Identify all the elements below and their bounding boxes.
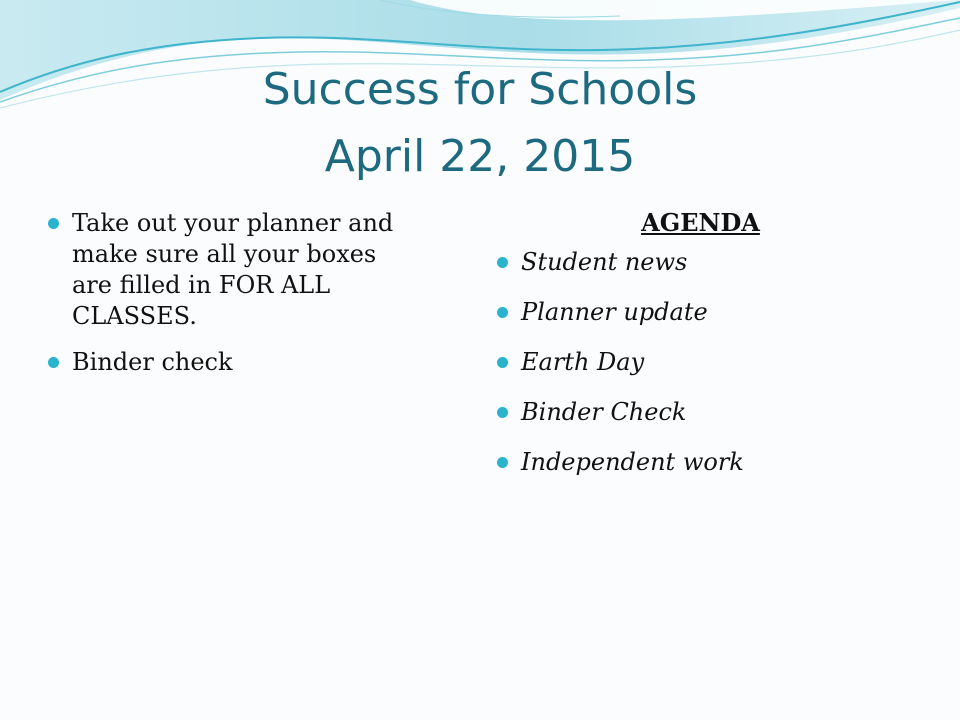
agenda-heading: AGENDA <box>641 208 760 237</box>
agenda-list <box>497 245 917 480</box>
slide-title-line-1: Success for Schools <box>262 64 698 115</box>
list-item <box>48 347 418 378</box>
bullet-dot-icon <box>497 357 508 368</box>
bullet-dot-icon <box>497 307 508 318</box>
agenda-item <box>497 295 917 330</box>
list-item-text: Binder check <box>72 348 233 376</box>
left-content-column <box>48 208 418 393</box>
bullet-dot-icon <box>497 257 508 268</box>
agenda-item-text: Planner update <box>521 298 708 326</box>
list-item <box>48 208 418 332</box>
agenda-item <box>497 245 917 280</box>
slide-title <box>0 56 960 190</box>
list-item-text: Take out your planner and make sure all your boxes are filled in FOR ALL CLASSES. <box>72 209 394 330</box>
agenda-item <box>497 445 917 480</box>
agenda-item-text: Binder Check <box>521 398 687 426</box>
agenda-item-text: Earth Day <box>521 348 645 376</box>
bullet-dot-icon <box>48 357 59 368</box>
agenda-item-text: Student news <box>521 248 688 276</box>
left-bullet-list <box>48 208 418 378</box>
agenda-item <box>497 345 917 380</box>
bullet-dot-icon <box>497 407 508 418</box>
slide-title-line-2: April 22, 2015 <box>324 131 636 182</box>
bullet-dot-icon <box>497 457 508 468</box>
agenda-item-text: Independent work <box>521 448 744 476</box>
bullet-dot-icon <box>48 218 59 229</box>
agenda-item <box>497 395 917 430</box>
agenda-column <box>497 208 917 495</box>
